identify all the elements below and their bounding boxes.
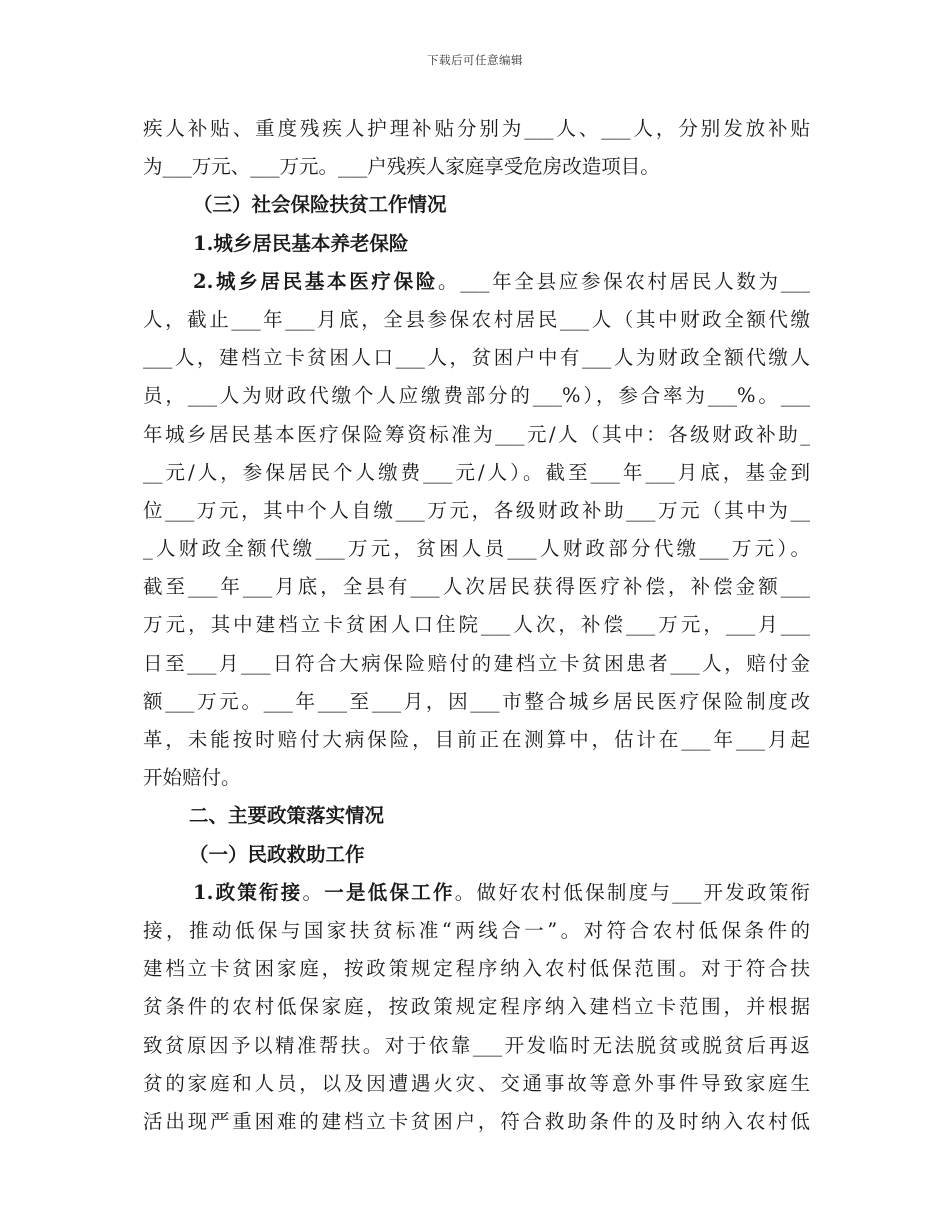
paragraph-line: _人财政全额代缴___万元，贫困人员___人财政部分代缴___万元）。 [143,537,810,561]
paragraph-text: 。做好农村低保制度与___开发政策衔 [454,880,810,904]
section-heading: （三）社会保险扶贫工作情况 [193,193,447,217]
paragraph-line: 人，截止___年___月底，全县参保农村居民___人（其中财政全额代缴 [143,307,810,331]
subsection-heading: 1.城乡居民基本养老保险 [193,231,409,255]
paragraph-line: 革，未能按时赔付大病保险，目前正在测算中，估计在___年___月起 [143,728,810,751]
paragraph-line: 建档立卡贫困家庭，按政策规定程序纳入农村低保范围。对于符合扶 [143,957,810,981]
paragraph-line: 贫条件的农村低保家庭，按政策规定程序纳入建档立卡范围，并根据 [143,995,810,1019]
paragraph-line: 万元，其中建档立卡贫困人口住院___人次，补偿___万元，___月___ [143,613,810,637]
paragraph-line: 开始赔付。 [143,766,241,790]
paragraph-line: 额___万元。___年___至___月，因___市整合城乡居民医疗保险制度改 [143,689,810,713]
subsection-heading: （一）民政救助工作 [189,842,365,866]
paragraph-line: __元/人，参保居民个人缴费___元/人）。截至___年___月底，基金到 [143,460,810,484]
page-header: 下载后可任意编辑 [427,53,523,67]
paragraph-line: ___人，建档立卡贫困人口___人，贫困户中有___人为财政全额代缴人 [143,346,810,370]
paragraph-line: 致贫原因予以精准帮扶。对于依靠___开发临时无法脱贫或脱贫后再返 [143,1033,810,1057]
section-heading: 二、主要政策落实情况 [189,804,385,828]
paragraph-line [143,874,810,912]
paragraph-text: 。 [302,880,325,904]
paragraph-line: 年城乡居民基本医疗保险筹资标准为___元/人（其中：各级财政补助_ [143,422,810,446]
paragraph-line: 接，推动低保与国家扶贫标准“两线合一”。对符合农村低保条件的 [143,918,810,942]
paragraph-line: 位___万元，其中个人自缴___万元，各级财政补助___万元（其中为__ [143,498,810,522]
paragraph-line: 贫的家庭和人员，以及因遭遇火灾、交通事故等意外事件导致家庭生 [143,1071,810,1095]
item-subheading-inline: 一是低保工作 [324,880,455,904]
paragraph-line: 活出现严重困难的建档立卡贫困户，符合救助条件的及时纳入农村低 [143,1109,810,1133]
paragraph-line: 员，___人为财政代缴个人应缴费部分的___%），参合率为___%。___ [143,384,810,408]
document-body [143,110,810,1141]
paragraph-line: 疾人补贴、重度残疾人护理补贴分别为___人、___人，分别发放补贴 [143,117,810,140]
item-heading-inline: 1.政策衔接 [193,880,303,904]
paragraph-line: 日至___月___日符合大病保险赔付的建档立卡贫困患者___人，赔付金 [143,651,810,675]
subsection-heading-inline: 2.城乡居民基本医疗保险 [193,269,439,293]
paragraph-line [143,263,810,301]
paragraph-text: 。___年全县应参保农村居民人数为___ [438,269,810,293]
paragraph-line: 截至___年___月底，全县有___人次居民获得医疗补偿，补偿金额___ [143,575,810,599]
paragraph-line: 为___万元、___万元。___户残疾人家庭享受危房改造项目。 [143,155,660,179]
